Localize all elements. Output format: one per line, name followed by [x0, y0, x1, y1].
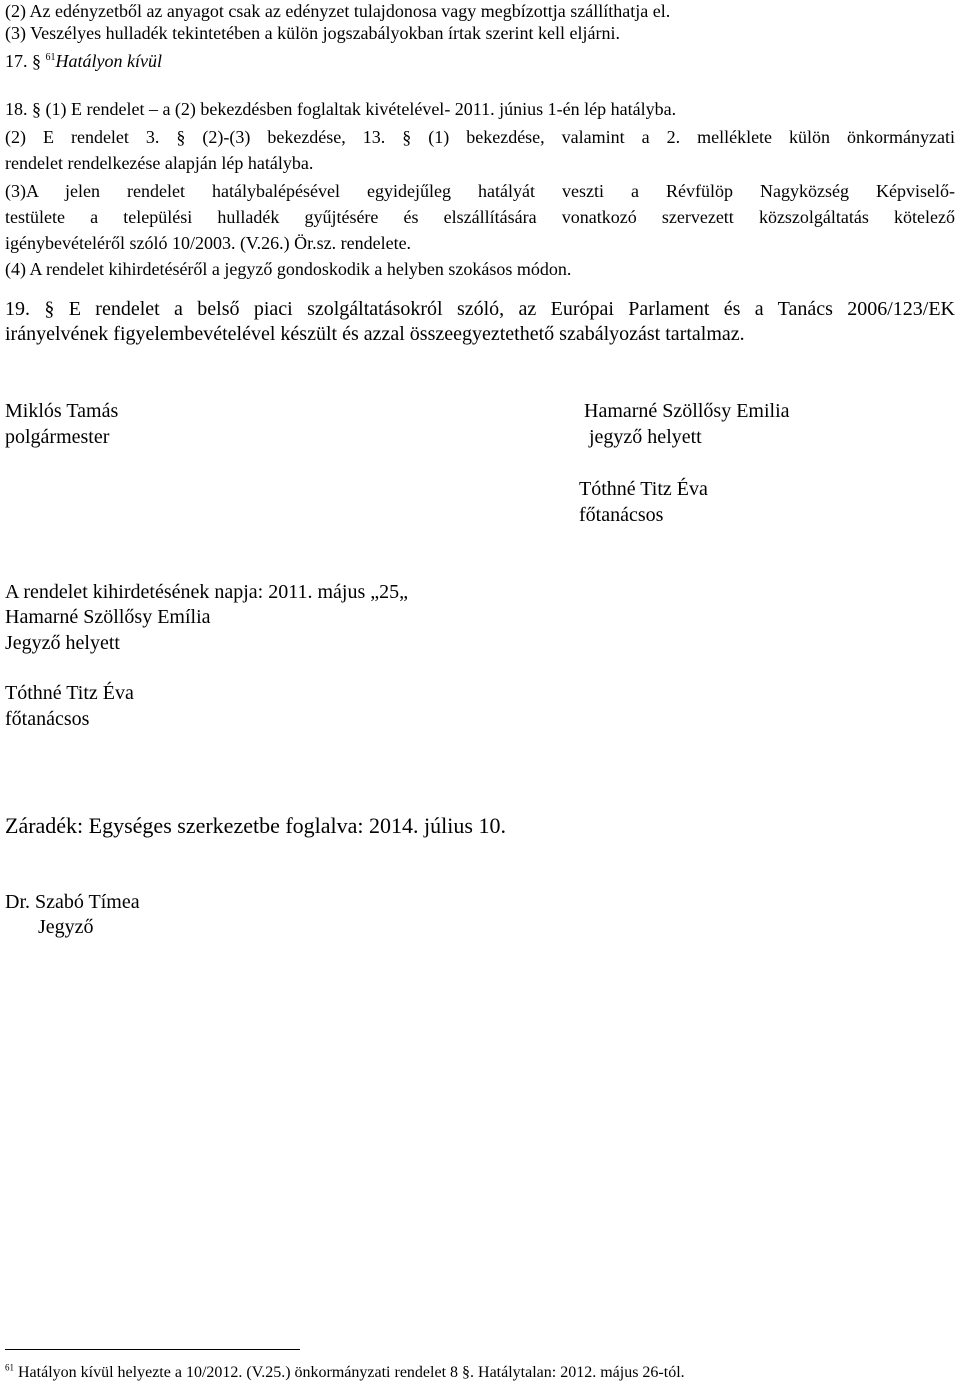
footnote-divider: [5, 1349, 300, 1350]
promulgation-title: Jegyző helyett: [5, 632, 120, 654]
paragraph-line: testülete a települési hulladék gyűjtésére és elszállítására vonatkozó szervezett közszolgáltatás kötelező: [5, 207, 955, 227]
notary-title: jegyző helyett: [584, 426, 702, 448]
promulgation-name: Hamarné Szöllősy Emília: [5, 606, 211, 628]
paragraph-line: (2) Az edényzetből az anyagot csak az edényzet tulajdonosa vagy megbízottja szállíthatja el.: [5, 1, 671, 21]
paragraph-line: 18. § (1) E rendelet – a (2) bekezdésben foglaltak kivételével- 2011. június 1-én lép hatályba.: [5, 99, 677, 119]
footnote-number: 61: [5, 1362, 14, 1373]
paragraph-line: igénybevételéről szóló 10/2003. (V.26.) Ör.sz. rendelete.: [5, 233, 412, 253]
notary-name: Hamarné Szöllősy Emilia: [584, 400, 790, 422]
promulgation-name-2: Tóthné Titz Éva: [5, 682, 134, 704]
footnote-text: Hatályon kívül helyezte a 10/2012. (V.25.) önkormányzati rendelet 8 §. Hatálytalan: 2012. május 26-tól.: [14, 1364, 685, 1381]
clause-signer-title: Jegyző: [38, 916, 94, 938]
paragraph-line: (3)A jelen rendelet hatálybalépésével egyidejűleg hatályát veszti a Révfülöp Nagyközség Képviselő-: [5, 181, 955, 201]
paragraph-line: (4) A rendelet kihirdetéséről a jegyző gondoskodik a helyben szokásos módon.: [5, 259, 572, 279]
section-17: [5, 50, 162, 72]
footnote-reference: 61: [45, 52, 56, 63]
paragraph-line: (3) Veszélyes hulladék tekintetében a külön jogszabályokban írtak szerint kell eljárni.: [5, 23, 620, 43]
section-symbol: §: [32, 51, 41, 71]
section-number: 17.: [5, 51, 28, 71]
mayor-name: Miklós Tamás: [5, 400, 119, 422]
paragraph-line: irányelvének figyelembevételével készült és azzal összeegyeztethető szabályozást tartalmaz.: [5, 323, 745, 345]
paragraph-line: 19. § E rendelet a belső piaci szolgáltatásokról szóló, az Európai Parlament és a Tanács 2006/123/EK: [5, 298, 955, 320]
clause-signer-name: Dr. Szabó Tímea: [5, 891, 140, 913]
promulgation-title-2: főtanácsos: [5, 708, 90, 730]
counsel-title: főtanácsos: [579, 504, 664, 526]
repealed-text: Hatályon kívül: [55, 51, 162, 71]
promulgation-date: A rendelet kihirdetésének napja: 2011. május „25„: [5, 581, 409, 603]
counsel-name: Tóthné Titz Éva: [579, 478, 708, 500]
paragraph-line: rendelet rendelkezése alapján lép hatályba.: [5, 153, 314, 173]
mayor-title: polgármester: [5, 426, 110, 448]
footnote: [5, 1363, 685, 1383]
clause-text: Záradék: Egységes szerkezetbe foglalva: 2014. július 10.: [5, 813, 506, 838]
paragraph-line: (2) E rendelet 3. § (2)-(3) bekezdése, 13. § (1) bekezdése, valamint a 2. melléklete külön önkormányzati: [5, 127, 955, 147]
